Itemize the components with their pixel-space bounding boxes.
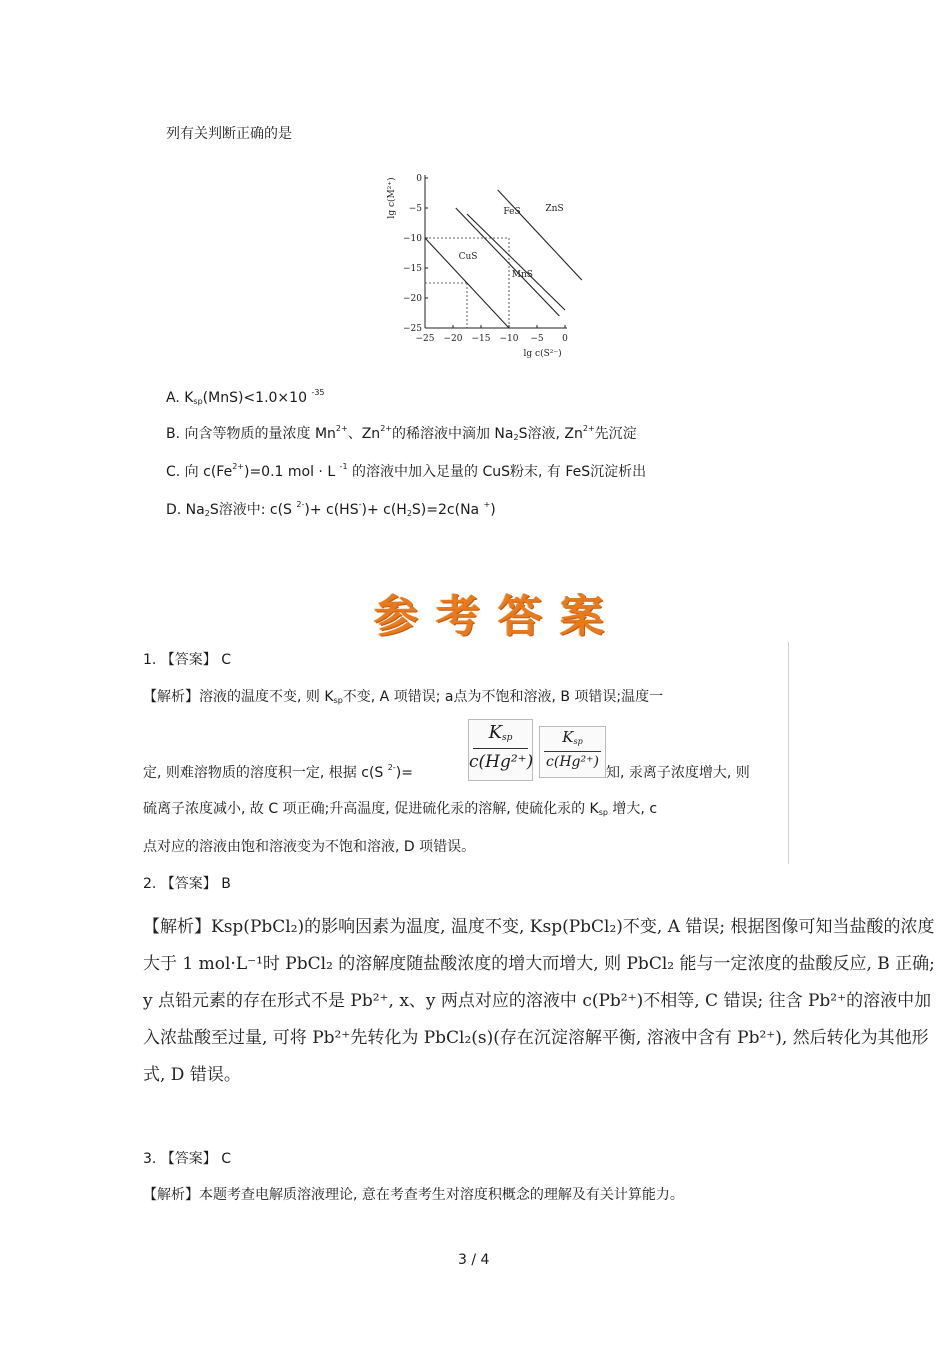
y-tick-label: −15: [403, 264, 422, 274]
answer-banner: 参考答案: [374, 591, 622, 642]
series-line-zns: [456, 208, 560, 316]
fraction-1: $K_{sp}$ c(Hg²⁺): [468, 719, 533, 781]
answer-1-line-3: 硫离子浓度减小, 故 C 项正确;升高温度, 促进硫化汞的溶解, 使硫化汞的 $K_{sp}$ 增大, c: [143, 801, 658, 817]
answer-2-explanation: [143, 909, 935, 1094]
answer-1-line-4: 点对应的溶液由饱和溶液变为不饱和溶液, D 项错误。: [143, 839, 476, 855]
answer-1-line-2b: 知, 汞离子浓度增大, 则: [606, 765, 750, 781]
answer-1-line-2a: 定, 则难溶物质的溶度积一定, 根据 c(S $^{2-}$)=: [143, 763, 413, 781]
x-tick-label: 0: [562, 334, 568, 344]
x-tick-label: −5: [530, 334, 544, 344]
series-line-mns: [467, 214, 565, 310]
series-label-cus: CuS: [458, 252, 478, 262]
x-tick-label: −10: [499, 334, 519, 344]
x-tick-label: −15: [471, 334, 491, 344]
fraction-2: $K_{sp}$ c(Hg²⁺): [539, 726, 606, 778]
y-tick-label: −20: [403, 294, 422, 304]
answer-2-line: 入浓盐酸至过量, 可将 Pb²⁺先转化为 PbCl₂(s)(存在沉淀溶解平衡, 溶液中含有 Pb²⁺), 然后转化为其他形: [143, 1028, 929, 1048]
series-line-fes: [498, 190, 582, 280]
answer-3-line-1: 【解析】本题考查电解质溶液理论, 意在考查考生对溶度积概念的理解及有关计算能力。: [143, 1187, 684, 1203]
answer-2-line: 【解析】Ksp(PbCl₂)的影响因素为温度, 温度不变, Ksp(PbCl₂)不变, A 错误; 根据图像可知当盐酸的浓度: [143, 917, 935, 937]
answer-2-line: 大于 1 mol·L⁻¹时 PbCl₂ 的溶解度随盐酸浓度的增大而增大, 则 PbCl₂ 能与一定浓度的盐酸反应, B 正确;: [143, 954, 935, 974]
answer-3-head: 3. 【答案】 C: [143, 1151, 232, 1167]
block-right-border: [788, 642, 789, 864]
answer-1-head: 1. 【答案】 C: [143, 652, 232, 668]
x-axis-label: lg c(S²⁻): [523, 349, 562, 359]
y-axis-label: lg c(M²⁺): [387, 177, 397, 219]
y-tick-label: −25: [403, 324, 422, 334]
solubility-chart: [380, 168, 590, 368]
series-label-fes: FeS: [503, 207, 521, 217]
y-tick-label: 0: [416, 174, 422, 184]
question-stem: 列有关判断正确的是: [166, 126, 292, 142]
answer-2-line: y 点铅元素的存在形式不是 Pb²⁺, x、y 两点对应的溶液中 c(Pb²⁺)不相等, C 错误; 往含 Pb²⁺的溶液中加: [143, 991, 932, 1011]
answer-2-head: 2. 【答案】 B: [143, 876, 231, 892]
option-c: C. 向 $c(Fe^{2+})=0.1$ mol · L $^{-1}$ 的溶液中加入足量的 CuS粉末, 有 FeS沉淀析出: [166, 462, 647, 480]
page-number: 3 / 4: [458, 1252, 490, 1268]
x-tick-label: −20: [443, 334, 463, 344]
option-a: A. $K_{sp}(MnS)<1.0\times 10$ $^{-35}$: [166, 388, 325, 406]
y-tick-label: −5: [408, 204, 422, 214]
series-label-zns: ZnS: [545, 204, 564, 214]
y-tick-label: −10: [403, 234, 422, 244]
answer-1-line-1: 【解析】溶液的温度不变, 则 $K_{sp}$不变, A 项错误; a点为不饱和溶液, B 项错误;温度一: [143, 689, 664, 705]
option-d: D. $Na_2S$溶液中: c(S $^{2-})+ c(HS^-)+ c(H_2S)=2c(Na$ +): [166, 500, 496, 518]
series-label-mns: MnS: [511, 270, 533, 280]
x-tick-label: −25: [415, 334, 435, 344]
option-b: B. 向含等物质的量浓度 $Mn^{2+}$、$Zn^{2+}$的稀溶液中滴加 $Na_2S$溶液, $Zn^{2+}$先沉淀: [166, 424, 637, 442]
answer-2-line: 式, D 错误。: [143, 1065, 241, 1085]
